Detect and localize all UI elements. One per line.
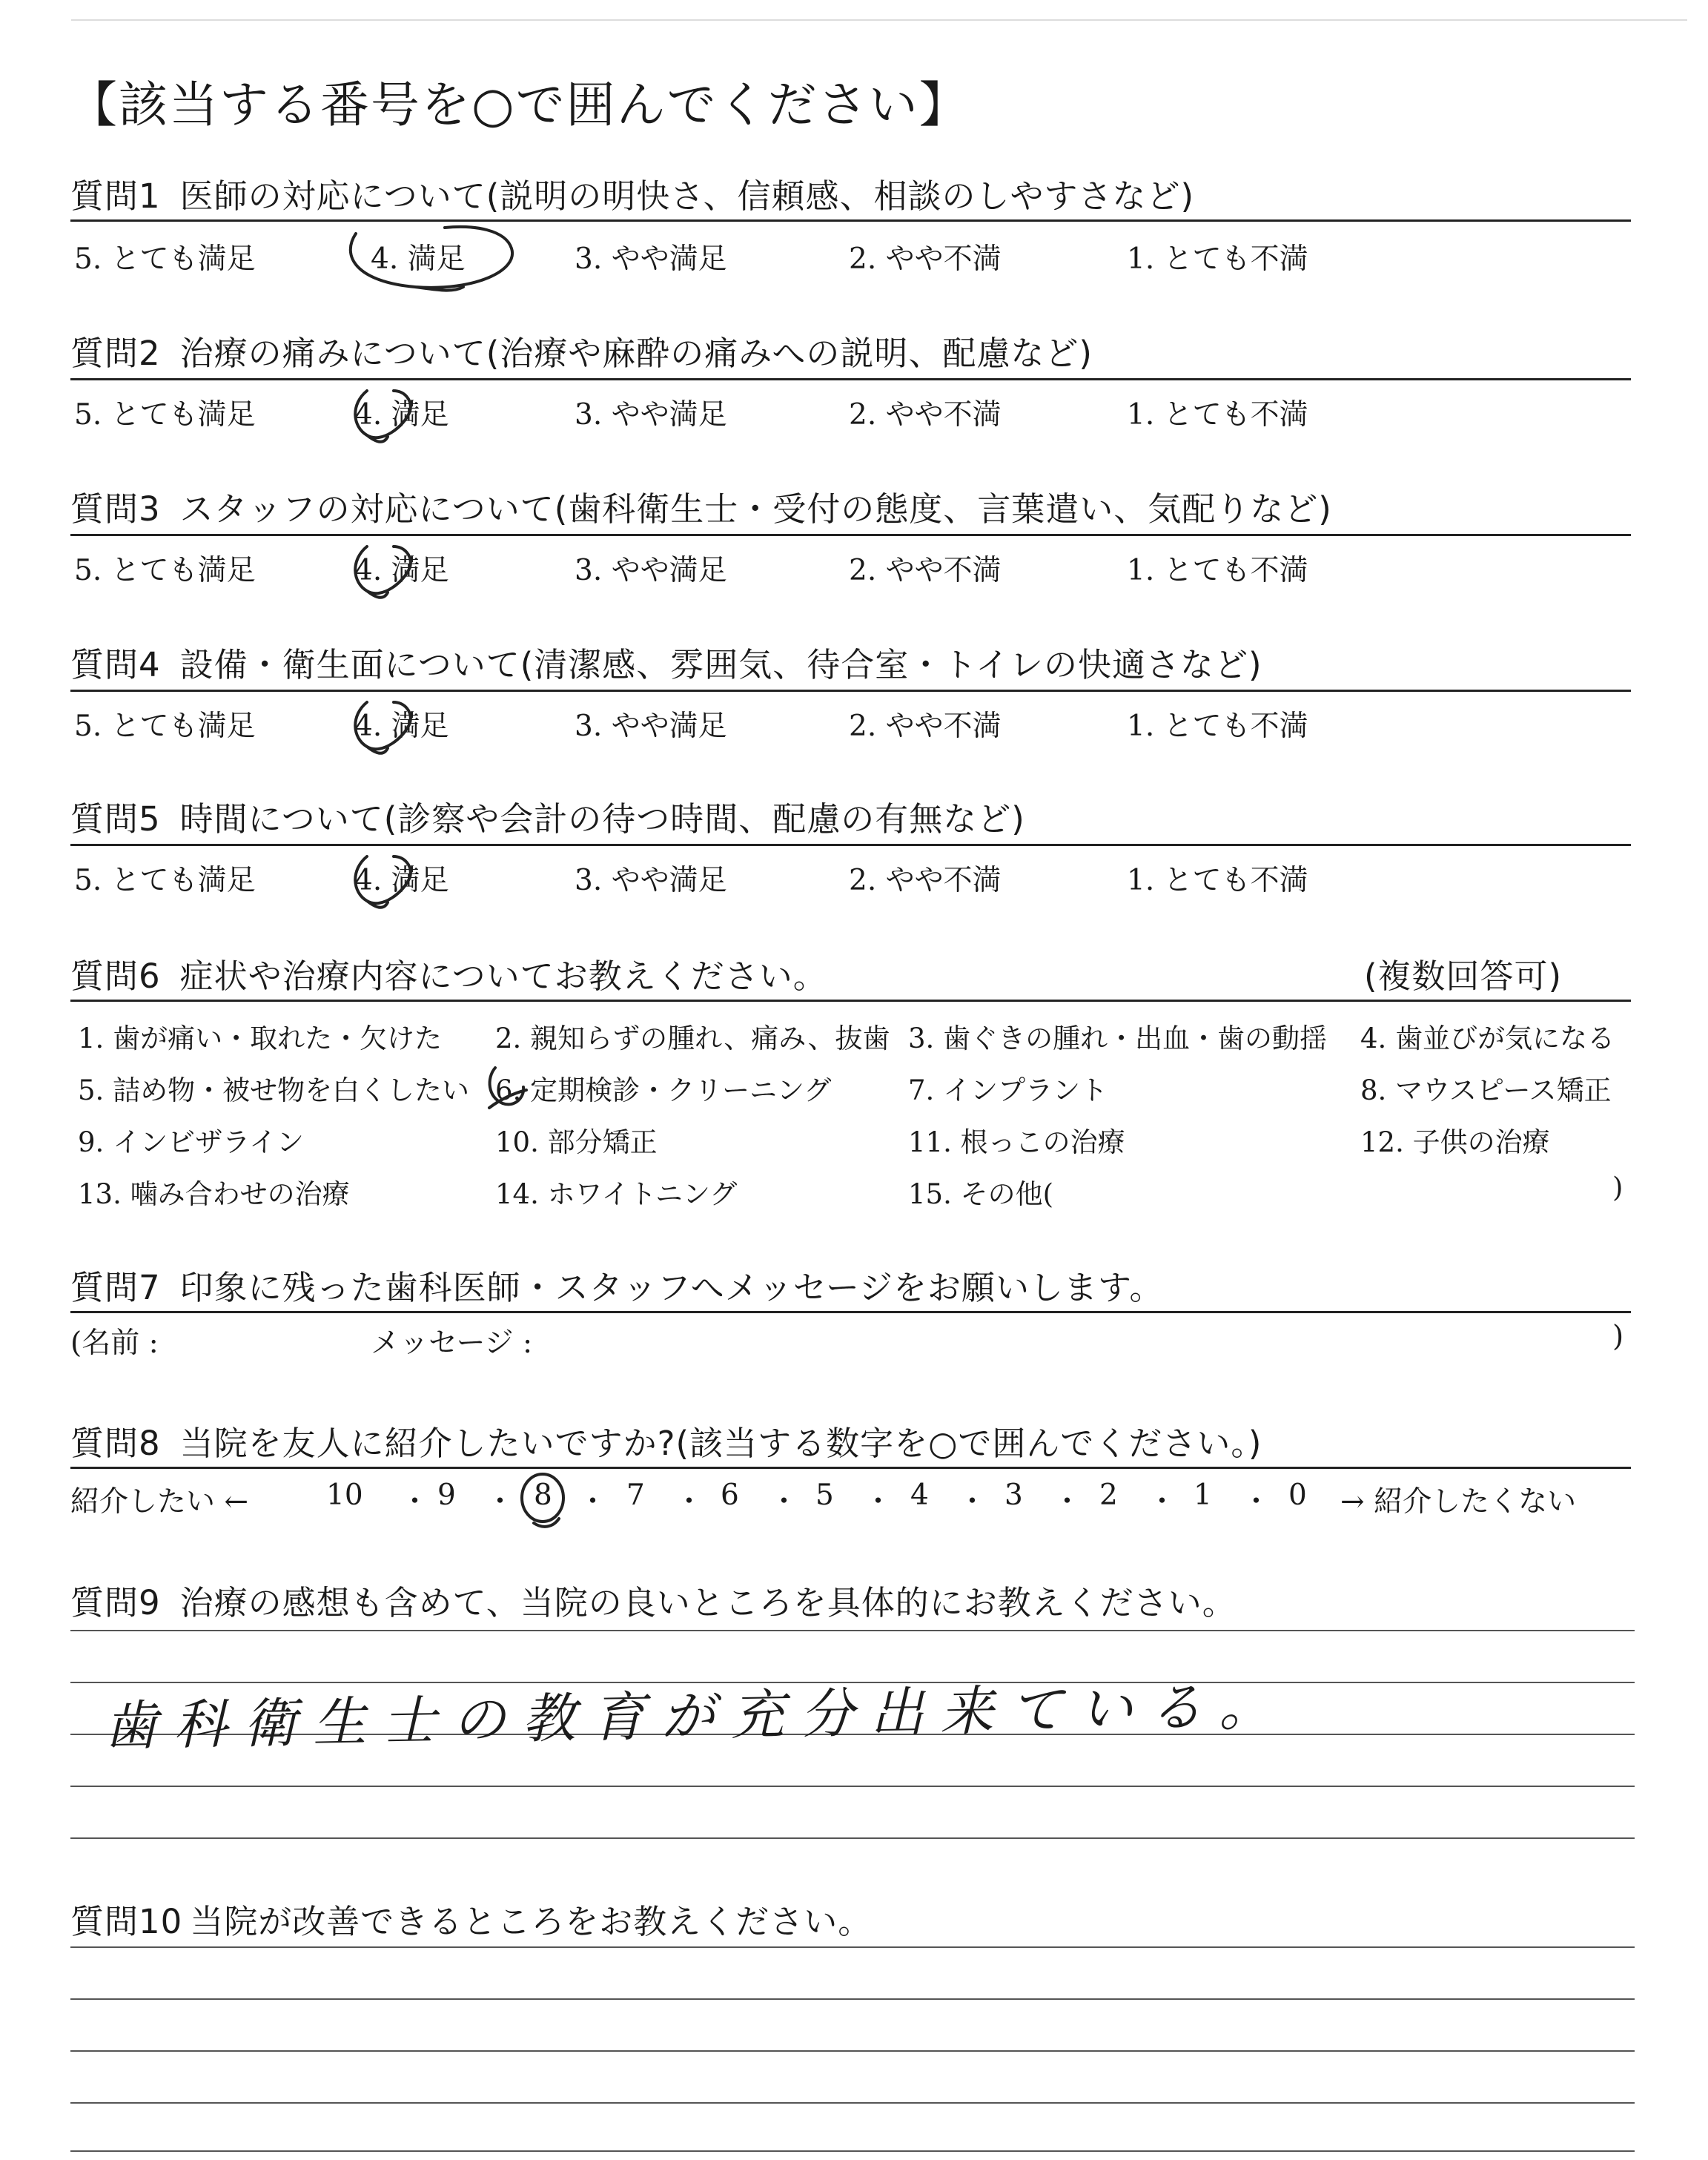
question-1 <box>70 169 1194 217</box>
question-text: 治療の感想も含めて、当院の良いところを具体的にお教えください。 <box>179 1583 1237 1622</box>
q4-option-2[interactable]: 2. やや不満 <box>849 710 1002 743</box>
scale-7[interactable]: 7 <box>626 1479 645 1512</box>
scale-dot: ・ <box>1053 1485 1082 1519</box>
divider <box>70 690 1631 692</box>
question-text: 症状や治療内容についてお教えください。 <box>179 957 827 996</box>
divider <box>70 378 1631 380</box>
scale-dot: ・ <box>769 1485 799 1519</box>
question-7 <box>70 1261 1163 1309</box>
question-number: 質問4 <box>70 645 161 684</box>
q6-option-10[interactable]: 10. 部分矯正 <box>495 1126 658 1158</box>
question-number: 質問2 <box>70 334 161 373</box>
q6-option-7[interactable]: 7. インプラント <box>908 1074 1108 1106</box>
writing-line <box>70 1786 1635 1787</box>
scale-2[interactable]: 2 <box>1099 1479 1118 1512</box>
q6-option-5[interactable]: 5. 詰め物・被せ物を白くしたい <box>78 1074 470 1106</box>
q3-option-2[interactable]: 2. やや不満 <box>849 554 1002 587</box>
q6-option-9[interactable]: 9. インビザライン <box>78 1126 304 1158</box>
q1-option-1[interactable]: 1. とても不満 <box>1127 242 1308 276</box>
multiple-answers-note: (複数回答可) <box>1364 957 1563 996</box>
scan-edge <box>71 19 1687 21</box>
divider <box>70 1311 1631 1313</box>
question-6 <box>70 949 827 997</box>
writing-line <box>70 2102 1635 2104</box>
scale-dot: ・ <box>864 1485 893 1519</box>
scale-dot: ・ <box>1242 1485 1271 1519</box>
q6-option-4[interactable]: 4. 歯並びが気になる <box>1360 1023 1615 1054</box>
writing-line <box>70 2050 1635 2052</box>
q4-option-5[interactable]: 5. とても満足 <box>74 710 256 743</box>
question-number: 質問5 <box>70 799 161 839</box>
name-field-label: (名前 : <box>70 1327 159 1360</box>
q5-option-2[interactable]: 2. やや不満 <box>849 864 1002 897</box>
q3-option-3[interactable]: 3. やや満足 <box>575 554 727 587</box>
q3-option-1[interactable]: 1. とても不満 <box>1127 554 1308 587</box>
scale-dot: ・ <box>400 1485 430 1519</box>
scale-dot: ・ <box>578 1485 608 1519</box>
divider <box>70 1000 1631 1002</box>
question-number: 質問1 <box>70 176 161 216</box>
question-text: 治療の痛みについて(治療や麻酔の痛みへの説明、配慮など) <box>179 334 1093 373</box>
q6-other-close: ) <box>1612 1172 1623 1203</box>
recommend-right-label: → 紹介したくない <box>1340 1485 1577 1519</box>
q3-option-5[interactable]: 5. とても満足 <box>74 554 256 587</box>
divider <box>70 844 1631 846</box>
question-text: 当院を友人に紹介したいですか?(該当する数字を○で囲んでください。) <box>179 1424 1262 1463</box>
question-8 <box>70 1416 1262 1464</box>
divider <box>70 1467 1631 1469</box>
q6-option-2[interactable]: 2. 親知らずの腫れ、痛み、抜歯 <box>495 1023 890 1054</box>
q6-option-12[interactable]: 12. 子供の治療 <box>1360 1126 1550 1158</box>
question-2 <box>70 326 1093 374</box>
question-10 <box>70 1895 872 1943</box>
q6-option-15[interactable]: 15. その他( <box>908 1178 1054 1210</box>
q1-option-4[interactable]: 4. 満足 <box>371 242 466 276</box>
question-text: スタッフの対応について(歯科衛生士・受付の態度、言葉遣い、気配りなど) <box>179 489 1332 529</box>
scale-5[interactable]: 5 <box>815 1479 834 1512</box>
scale-10[interactable]: 10 <box>326 1479 363 1512</box>
message-close-paren: ) <box>1612 1320 1624 1353</box>
scale-1[interactable]: 1 <box>1194 1479 1212 1512</box>
q2-option-5[interactable]: 5. とても満足 <box>74 398 256 432</box>
q6-option-8[interactable]: 8. マウスピース矯正 <box>1360 1074 1612 1106</box>
writing-line <box>70 1946 1635 1948</box>
question-9 <box>70 1576 1237 1624</box>
q4-option-1[interactable]: 1. とても不満 <box>1127 710 1308 743</box>
question-text: 設備・衛生面について(清潔感、雰囲気、待合室・トイレの快適さなど) <box>179 645 1262 684</box>
q2-option-1[interactable]: 1. とても不満 <box>1127 398 1308 432</box>
question-5 <box>70 792 1025 840</box>
q3-option-4[interactable]: 4. 満足 <box>354 554 449 587</box>
q6-option-6[interactable]: 6. 定期検診・クリーニング <box>495 1074 832 1106</box>
scale-0[interactable]: 0 <box>1288 1479 1307 1512</box>
question-4 <box>70 638 1262 686</box>
question-text: 印象に残った歯科医師・スタッフへメッセージをお願いします。 <box>179 1268 1164 1307</box>
recommend-left-label: 紹介したい ← <box>70 1485 249 1519</box>
q4-option-4[interactable]: 4. 満足 <box>354 710 449 743</box>
q6-option-1[interactable]: 1. 歯が痛い・取れた・欠けた <box>78 1023 443 1054</box>
q2-option-3[interactable]: 3. やや満足 <box>575 398 727 432</box>
q6-option-13[interactable]: 13. 噛み合わせの治療 <box>78 1178 350 1210</box>
scale-4[interactable]: 4 <box>910 1479 929 1512</box>
scale-3[interactable]: 3 <box>1004 1479 1023 1512</box>
scale-9[interactable]: 9 <box>437 1479 456 1512</box>
scale-dot: ・ <box>675 1485 704 1519</box>
scale-dot: ・ <box>486 1485 515 1519</box>
q5-option-5[interactable]: 5. とても満足 <box>74 864 256 897</box>
question-number: 質問6 <box>70 957 161 996</box>
q5-option-4[interactable]: 4. 満足 <box>354 864 449 897</box>
q4-option-3[interactable]: 3. やや満足 <box>575 710 727 743</box>
writing-line <box>70 2150 1635 2152</box>
question-number: 質問3 <box>70 489 161 529</box>
scale-dot: ・ <box>958 1485 987 1519</box>
q1-option-2[interactable]: 2. やや不満 <box>849 242 1002 276</box>
divider <box>70 219 1631 222</box>
q9-handwritten-answer: 歯科衛生士の教育が充分出来ている。 <box>103 1674 1289 1757</box>
q5-option-3[interactable]: 3. やや満足 <box>575 864 727 897</box>
message-field-label: メッセージ : <box>371 1327 533 1360</box>
page-title: 【該当する番号を○で囲んでください】 <box>68 76 970 133</box>
q6-option-11[interactable]: 11. 根っこの治療 <box>908 1126 1125 1158</box>
question-number: 質問10 <box>70 1902 183 1941</box>
writing-line <box>70 1837 1635 1839</box>
divider <box>70 534 1631 536</box>
q2-option-4[interactable]: 4. 満足 <box>354 398 449 432</box>
scale-8[interactable]: 8 <box>534 1479 552 1512</box>
question-text: 時間について(診察や会計の待つ時間、配慮の有無など) <box>179 799 1025 839</box>
q1-option-5[interactable]: 5. とても満足 <box>74 242 256 276</box>
q2-option-2[interactable]: 2. やや不満 <box>849 398 1002 432</box>
q1-option-3[interactable]: 3. やや満足 <box>575 242 727 276</box>
question-3 <box>70 482 1332 530</box>
writing-line <box>70 1998 1635 2000</box>
question-text: 医師の対応について(説明の明快さ、信頼感、相談のしやすさなど) <box>179 176 1195 216</box>
question-number: 質問9 <box>70 1583 161 1622</box>
writing-line <box>70 1630 1635 1631</box>
question-number: 質問7 <box>70 1268 161 1307</box>
q6-option-3[interactable]: 3. 歯ぐきの腫れ・出血・歯の動揺 <box>908 1023 1328 1054</box>
q5-option-1[interactable]: 1. とても不満 <box>1127 864 1308 897</box>
scale-dot: ・ <box>1148 1485 1177 1519</box>
q6-option-14[interactable]: 14. ホワイトニング <box>495 1178 738 1210</box>
scale-6[interactable]: 6 <box>721 1479 739 1512</box>
question-number: 質問8 <box>70 1424 161 1463</box>
question-text: 当院が改善できるところをお教えください。 <box>190 1902 873 1941</box>
